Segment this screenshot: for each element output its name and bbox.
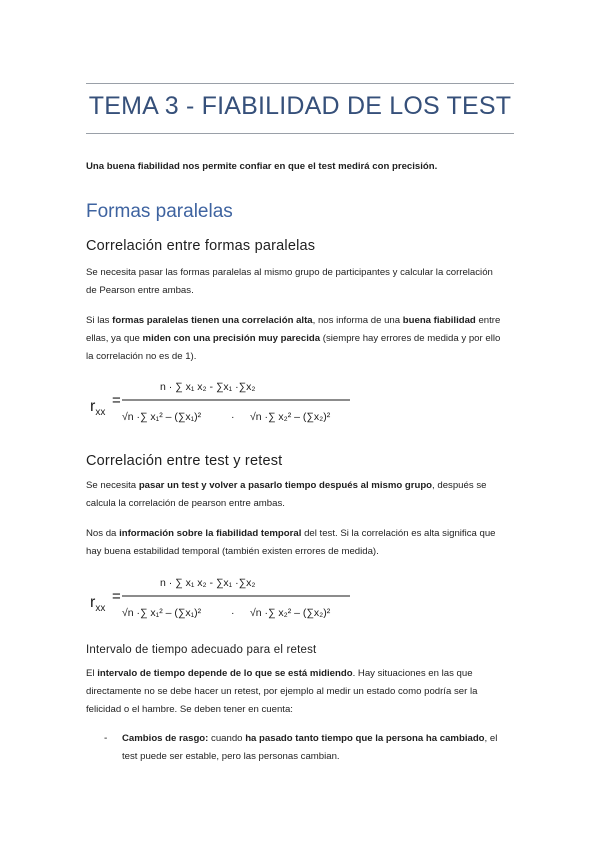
- title-top-rule: [86, 83, 514, 84]
- formula-denominator-left: √n ·∑ x₁² – (∑x₁)²: [122, 607, 202, 619]
- formula-equals: =: [112, 392, 121, 409]
- formula-denominator-dot: ·: [231, 411, 235, 423]
- paragraph-formas-2: Si las formas paralelas tienen una correlación alta, nos informa de una buena fiabilidad entre ellas, ya que miden con una precisión muy parecida (siempre hay errores de medida y por ello la correlación no es de 1).: [86, 315, 501, 362]
- page-title: TEMA 3 - FIABILIDAD DE LOS TEST: [88, 92, 512, 120]
- pearson-formula-1: [86, 375, 386, 435]
- pearson-formula-2: [86, 571, 386, 631]
- paragraph-retest-2: Nos da información sobre la fiabilidad temporal del test. Si la correlación es alta significa que hay buena estabilidad temporal (también existen errores de medida).: [86, 528, 496, 557]
- heading-intervalo-tiempo: Intervalo de tiempo adecuado para el retest: [86, 644, 317, 656]
- heading-test-retest: Correlación entre test y retest: [86, 453, 283, 469]
- formula-denominator-right: √n ·∑ x₂² – (∑x₂)²: [250, 411, 331, 423]
- paragraph-formas-1: Se necesita pasar las formas paralelas al mismo grupo de participantes y calcular la correlación de Pearson entre ambas.: [86, 267, 493, 296]
- heading-formas-paralelas: Formas paralelas: [86, 201, 233, 222]
- formula-equals: =: [112, 588, 121, 605]
- formula-denominator-left: √n ·∑ x₁² – (∑x₁)²: [122, 411, 202, 423]
- bullet-cambios-rasgo: Cambios de rasgo: cuando ha pasado tanto tiempo que la persona ha cambiado, el test puede ser estable, pero las personas cambian.: [122, 733, 498, 762]
- paragraph-retest-1: Se necesita pasar un test y volver a pasarlo tiempo después al mismo grupo, después se calcula la correlación de pearson entre ambas.: [86, 480, 487, 509]
- intro-text: Una buena fiabilidad nos permite confiar en que el test medirá con precisión.: [86, 161, 438, 172]
- formula-numerator: n · ∑ x₁ x₂ - ∑x₁ ·∑x₂: [160, 577, 256, 589]
- bullet-marker: -: [104, 733, 108, 744]
- formula-lhs: $r_{xx}$: [90, 594, 106, 614]
- paragraph-intervalo: El intervalo de tiempo depende de lo que se está midiendo. Hay situaciones en las que directamente no se debe hacer un retest, por ejemplo al medir un estado como podría ser la felicidad o el hambre. Se deben tener en cuenta:: [86, 668, 478, 715]
- title-bottom-rule: [86, 133, 514, 134]
- heading-correlacion-formas: Correlación entre formas paralelas: [86, 238, 316, 254]
- formula-denominator-dot: ·: [231, 607, 235, 619]
- formula-numerator: n · ∑ x₁ x₂ - ∑x₁ ·∑x₂: [160, 381, 256, 393]
- formula-lhs: $r_{xx}$: [90, 398, 106, 418]
- formula-denominator-right: √n ·∑ x₂² – (∑x₂)²: [250, 607, 331, 619]
